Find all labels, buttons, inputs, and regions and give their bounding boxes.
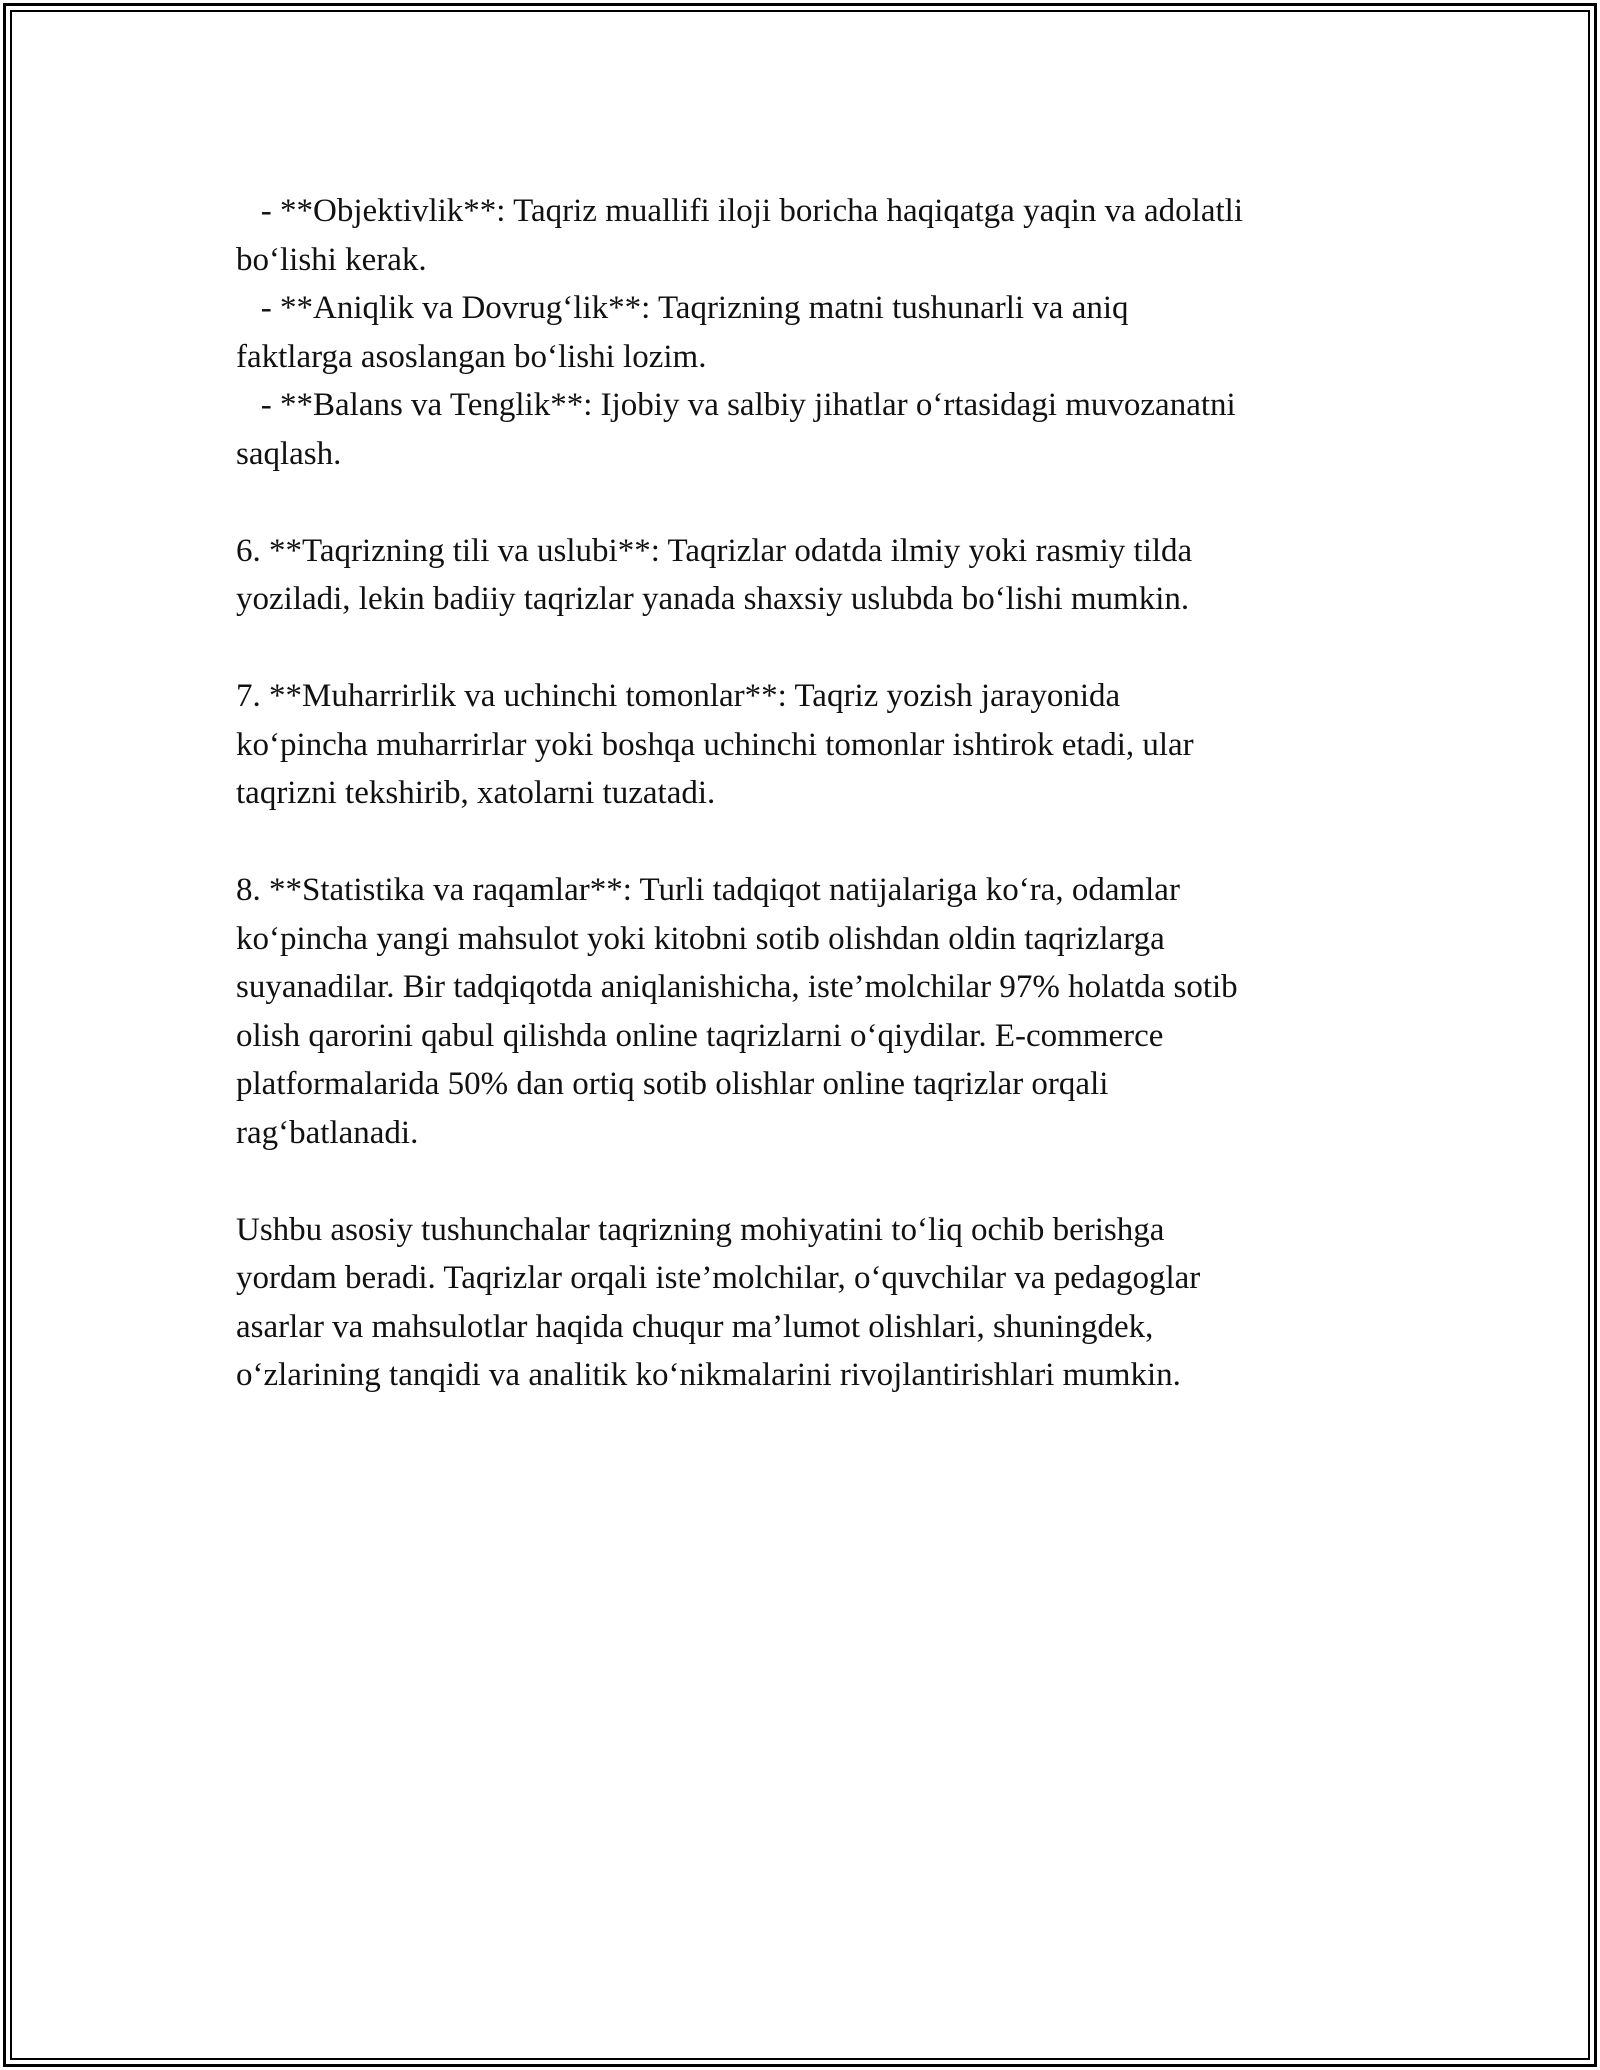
text-line: yoziladi, lekin badiiy taqrizlar yanada shaxsiy uslubda bo‘lishi mumkin.: [236, 581, 1190, 617]
text-line: rag‘batlanadi.: [236, 1114, 419, 1151]
text-line: taqrizni tekshirib, xatolarni tuzatadi.: [236, 775, 716, 811]
text-line: 6. **Taqrizning tili va uslubi**: Taqrizlar odatda ilmiy yoki rasmiy tilda: [236, 532, 1193, 569]
paragraph-gap: [236, 1157, 1376, 1206]
text-line: platformalarida 50% dan ortiq sotib olishlar online taqrizlar orqali: [236, 1066, 1109, 1102]
text-line: - **Objektivlik**: Taqriz muallifi iloji boricha haqiqatga yaqin va adolatli: [236, 193, 1243, 229]
text-line: yordam beradi. Taqrizlar orqali iste’molchilar, o‘quvchilar va pedagoglar: [236, 1260, 1201, 1296]
paragraph-gap: [236, 478, 1376, 527]
document-body: [236, 187, 1376, 1400]
text-line: 7. **Muharrirlik va uchinchi tomonlar**: Taqriz yozish jarayonida: [236, 678, 1121, 714]
text-line: o‘zlarining tanqidi va analitik ko‘nikmalarini rivojlantirishlari mumkin.: [236, 1357, 1181, 1393]
text-line: faktlarga asoslangan bo‘lishi lozim.: [236, 338, 707, 375]
text-line: suyanadilar. Bir tadqiqotda aniqlanishicha, iste’molchilar 97% holatda sotib: [236, 969, 1238, 1005]
text-line: ko‘pincha muharrirlar yoki boshqa uchinchi tomonlar ishtirok etadi, ular: [236, 726, 1194, 763]
text-line: - **Aniqlik va Dovrug‘lik**: Taqrizning matni tushunarli va aniq: [236, 290, 1129, 326]
text-line: Ushbu asosiy tushunchalar taqrizning mohiyatini to‘liq ochib berishga: [236, 1211, 1165, 1248]
text-line: olish qarorini qabul qilishda online taqrizlarni o‘qiydilar. E-commerce: [236, 1017, 1164, 1054]
text-line: ko‘pincha yangi mahsulot yoki kitobni sotib olishdan oldin taqrizlarga: [236, 920, 1165, 957]
text-line: saqlash.: [236, 435, 342, 472]
text-line: - **Balans va Tenglik**: Ijobiy va salbiy jihatlar o‘rtasidagi muvozanatni: [236, 387, 1236, 423]
text-line: asarlar va mahsulotlar haqida chuqur ma’lumot olishlari, shuningdek,: [236, 1308, 1154, 1345]
paragraph-gap: [236, 818, 1376, 867]
text-line: bo‘lishi kerak.: [236, 241, 427, 278]
text-line: 8. **Statistika va raqamlar**: Turli tadqiqot natijalariga ko‘ra, odamlar: [236, 872, 1180, 908]
paragraph-gap: [236, 624, 1376, 673]
